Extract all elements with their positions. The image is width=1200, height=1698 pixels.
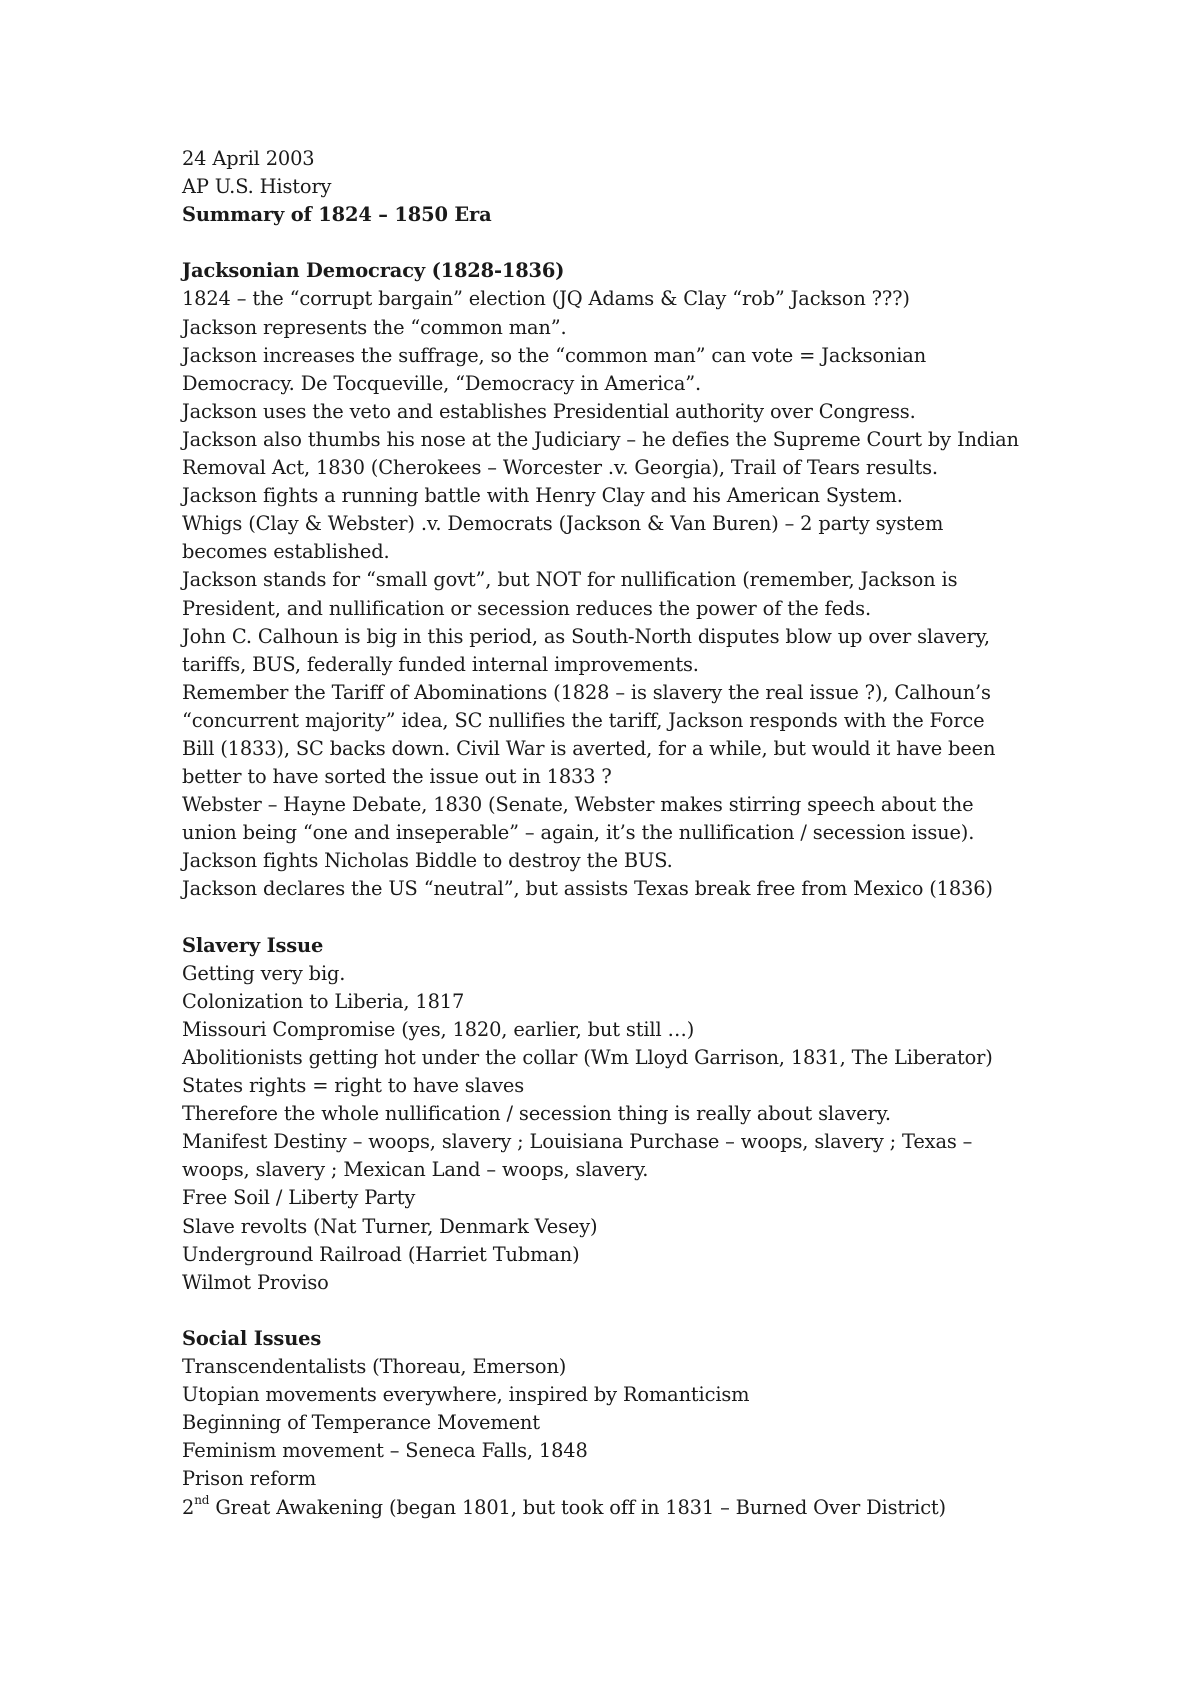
- section-heading: Slavery Issue: [182, 933, 324, 957]
- text-line: Slave revolts (Nat Turner, Denmark Vesey): [182, 1214, 598, 1238]
- section-slavery-issue: [182, 932, 1082, 1297]
- text-line: Therefore the whole nullification / secession thing is really about slavery.: [182, 1102, 891, 1126]
- text-line: Bill (1833), SC backs down. Civil War is averted, for a while, but would it have been: [182, 736, 996, 760]
- text-line: union being “one and inseperable” – again, it’s the nullification / secession issue).: [182, 821, 975, 845]
- text-line: Feminism movement – Seneca Falls, 1848: [182, 1439, 588, 1463]
- text-line: Underground Railroad (Harriet Tubman): [182, 1242, 580, 1266]
- text-line: Democracy. De Tocqueville, “Democracy in America”.: [182, 371, 702, 395]
- ordinal-suffix: nd: [194, 1493, 210, 1508]
- text-line: Jackson represents the “common man”.: [182, 315, 567, 339]
- text-line: Whigs (Clay & Webster) .v. Democrats (Jackson & Van Buren) – 2 party system: [182, 512, 944, 536]
- text-line: Prison reform: [182, 1467, 317, 1491]
- document-title: Summary of 1824 – 1850 Era: [182, 203, 492, 227]
- text-line: [182, 1494, 1082, 1522]
- text-line: Missouri Compromise (yes, 1820, earlier, but still …): [182, 1017, 695, 1041]
- spacer: [182, 904, 1082, 932]
- document-body: [182, 145, 1082, 1522]
- text-line: Abolitionists getting hot under the collar (Wm Lloyd Garrison, 1831, The Liberator): [182, 1046, 993, 1069]
- text-line: Utopian movements everywhere, inspired by Romanticism: [182, 1383, 750, 1407]
- text-line: Beginning of Temperance Movement: [182, 1411, 540, 1435]
- text-line: becomes established.: [182, 540, 390, 564]
- text-line: Transcendentalists (Thoreau, Emerson): [182, 1355, 567, 1379]
- text-line: Jackson increases the suffrage, so the “common man” can vote = Jacksonian: [182, 343, 927, 367]
- text-line: Jackson also thumbs his nose at the Judiciary – he defies the Supreme Court by Indian: [182, 427, 1019, 451]
- text-line: Removal Act, 1830 (Cherokees – Worcester .v. Georgia), Trail of Tears results.: [182, 456, 938, 480]
- text-line: President, and nullification or secession reduces the power of the feds.: [182, 596, 871, 620]
- section-social-issues: [182, 1325, 1082, 1522]
- text-line: Getting very big.: [182, 961, 346, 985]
- text-line: Jackson uses the veto and establishes Presidential authority over Congress.: [182, 399, 916, 423]
- text-line: tariffs, BUS, federally funded internal improvements.: [182, 652, 699, 676]
- text-line: Free Soil / Liberty Party: [182, 1186, 416, 1210]
- text-line: Remember the Tariff of Abominations (1828 – is slavery the real issue ?), Calhoun’s: [182, 680, 991, 704]
- text-line: better to have sorted the issue out in 1833 ?: [182, 765, 612, 789]
- text-line: 1824 – the “corrupt bargain” election (JQ Adams & Clay “rob” Jackson ???): [182, 287, 910, 311]
- line-rest: Great Awakening (began 1801, but took off in 1831 – Burned Over District): [209, 1495, 946, 1519]
- section-jacksonian-democracy: [182, 257, 1082, 903]
- text-line: Jackson fights a running battle with Henry Clay and his American System.: [182, 484, 903, 508]
- text-line: States rights = right to have slaves: [182, 1074, 525, 1098]
- text-line: Jackson stands for “small govt”, but NOT for nullification (remember, Jackson is: [182, 568, 958, 592]
- text-line: “concurrent majority” idea, SC nullifies the tariff, Jackson responds with the Force: [182, 708, 985, 732]
- text-line: Wilmot Proviso: [182, 1270, 329, 1294]
- text-line: Webster – Hayne Debate, 1830 (Senate, Webster makes stirring speech about the: [182, 793, 974, 817]
- date-line: 24 April 2003: [182, 147, 315, 170]
- ordinal-number: 2: [182, 1495, 195, 1519]
- section-heading: Jacksonian Democracy (1828-1836): [182, 259, 565, 283]
- text-line: John C. Calhoun is big in this period, as South-North disputes blow up over slavery,: [182, 624, 990, 648]
- text-line: Colonization to Liberia, 1817: [182, 989, 465, 1013]
- spacer: [182, 1297, 1082, 1325]
- course-line: AP U.S. History: [182, 175, 332, 199]
- text-line: Jackson fights Nicholas Biddle to destroy the BUS.: [182, 849, 673, 873]
- text-line: woops, slavery ; Mexican Land – woops, slavery.: [182, 1158, 649, 1182]
- section-heading: Social Issues: [182, 1326, 322, 1350]
- spacer: [182, 229, 1082, 257]
- text-line: Manifest Destiny – woops, slavery ; Louisiana Purchase – woops, slavery ; Texas –: [182, 1130, 973, 1154]
- text-line: Jackson declares the US “neutral”, but assists Texas break free from Mexico (1836): [182, 877, 993, 901]
